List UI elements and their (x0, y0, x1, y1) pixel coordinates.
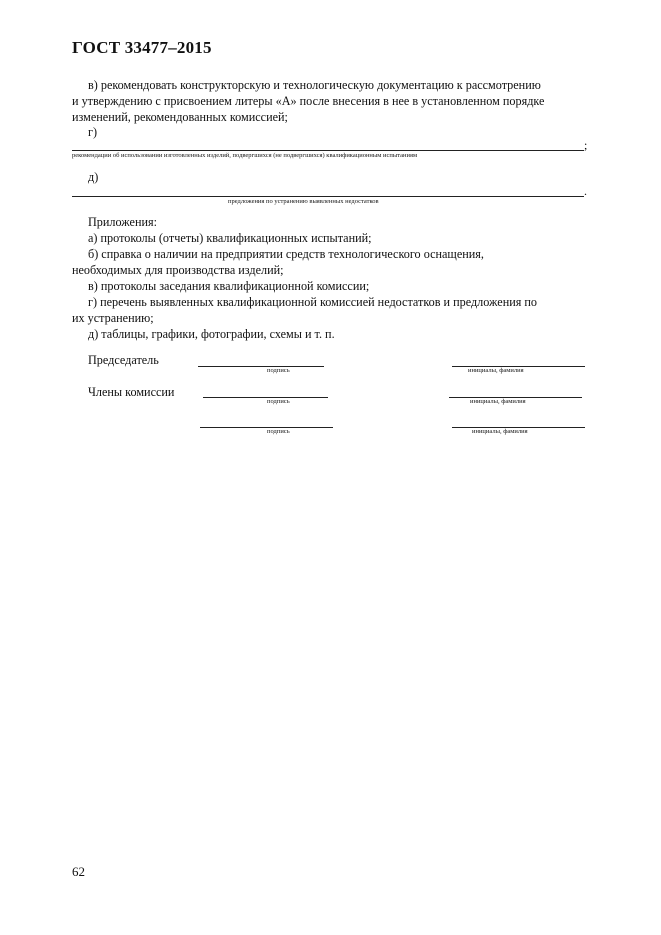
item-v-line2: и утверждению с присвоением литеры «А» после внесения в нее в установленном порядке (72, 94, 545, 108)
appendix-b-line1: б) справка о наличии на предприятии средств технологического оснащения, (88, 247, 484, 261)
item-v (72, 77, 588, 125)
member2-name-caption: инициалы, фамилия (472, 428, 528, 435)
chair-signature-caption: подпись (267, 367, 290, 374)
appendix-a: а) протоколы (отчеты) квалификационных испытаний; (88, 231, 372, 245)
appendices (72, 214, 588, 342)
page-number: 62 (72, 864, 85, 879)
item-g-caption: рекомендации об использовании изготовленных изделий, подвергшихся (не подвергшихся) квалификационным испытаниям (72, 152, 418, 159)
item-g-label: г) (88, 125, 98, 139)
item-v-line3: изменений, рекомендованных комиссией; (72, 110, 288, 124)
appendix-v: в) протоколы заседания квалификационной комиссии; (88, 279, 370, 293)
item-g-end-mark: ; (584, 138, 588, 152)
appendices-title: Приложения: (88, 215, 157, 229)
member1-signature-caption: подпись (267, 398, 290, 405)
chair-signature-line (198, 366, 324, 367)
appendix-d: д) таблицы, графики, фотографии, схемы и т. п. (88, 327, 335, 341)
appendix-g-line2: их устранению; (72, 311, 154, 325)
appendix-g-line1: г) перечень выявленных квалификационной комиссией недостатков и предложения по (88, 295, 538, 309)
item-d-caption: предложения по устранению выявленных недостатков (228, 198, 379, 205)
members-label: Члены комиссии (88, 385, 175, 399)
appendix-b-line2: необходимых для производства изделий; (72, 263, 284, 277)
member1-name-caption: инициалы, фамилия (470, 398, 526, 405)
item-g-fill-line (72, 150, 584, 151)
item-d-label: д) (88, 170, 99, 184)
chair-name-caption: инициалы, фамилия (468, 367, 524, 374)
member1-signature-line (203, 397, 328, 398)
item-v-line1: в) рекомендовать конструкторскую и технологическую документацию к рассмотрению (88, 78, 541, 92)
item-d-fill-line (72, 196, 584, 197)
document-header: ГОСТ 33477–2015 (72, 38, 212, 57)
chair-label: Председатель (88, 353, 159, 367)
member2-signature-caption: подпись (267, 428, 290, 435)
item-d-end-mark: . (584, 184, 587, 198)
